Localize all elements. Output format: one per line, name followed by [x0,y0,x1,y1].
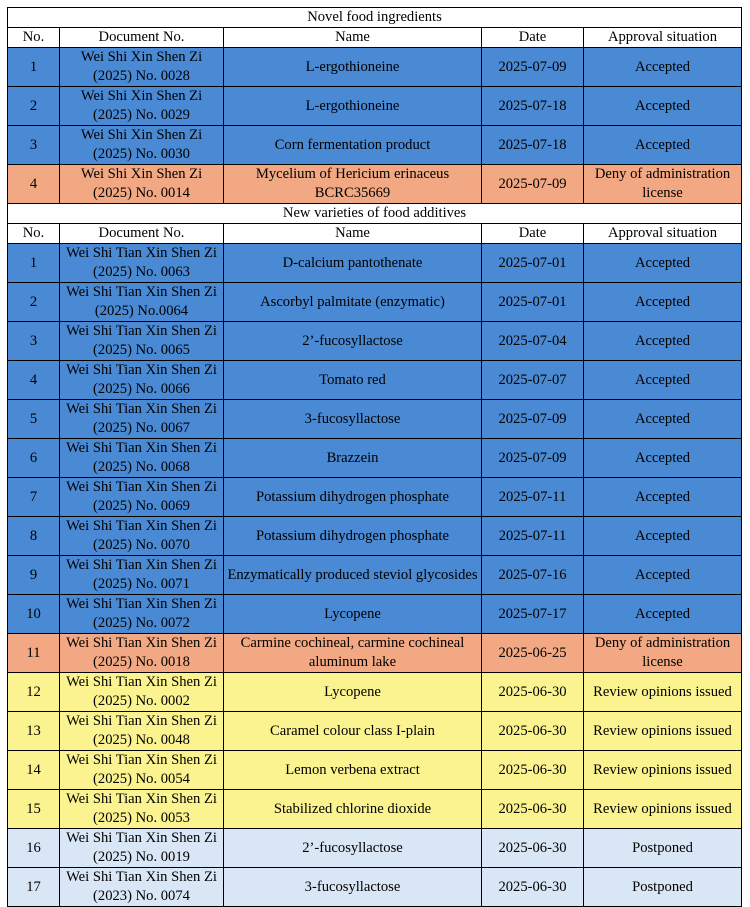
date: 2025-07-07 [482,361,584,400]
date: 2025-07-09 [482,165,584,204]
table-row [8,790,742,829]
item-name: Tomato red [224,361,482,400]
approval-status: Accepted [584,478,742,517]
date: 2025-06-30 [482,790,584,829]
date: 2025-06-25 [482,634,584,673]
column-header: No. [8,28,60,48]
document-number: Wei Shi Tian Xin Shen Zi (2025) No. 0070 [60,517,224,556]
table-row [8,595,742,634]
table-row [8,400,742,439]
header-row [8,28,742,48]
item-name: Lycopene [224,673,482,712]
column-header: Document No. [60,224,224,244]
date: 2025-06-30 [482,868,584,907]
date: 2025-07-09 [482,439,584,478]
row-number: 8 [8,517,60,556]
column-header: Approval situation [584,224,742,244]
row-number: 16 [8,829,60,868]
table-row [8,634,742,673]
document-number: Wei Shi Tian Xin Shen Zi (2025) No. 0072 [60,595,224,634]
item-name: Caramel colour class I-plain [224,712,482,751]
date: 2025-06-30 [482,751,584,790]
table-row [8,361,742,400]
document-number: Wei Shi Xin Shen Zi (2025) No. 0030 [60,126,224,165]
column-header: No. [8,224,60,244]
table-row [8,244,742,283]
date: 2025-07-04 [482,322,584,361]
date: 2025-07-18 [482,87,584,126]
table-row [8,283,742,322]
table-row [8,87,742,126]
row-number: 11 [8,634,60,673]
approval-status: Postponed [584,868,742,907]
section-title-row [8,8,742,28]
document-number: Wei Shi Tian Xin Shen Zi (2025) No. 0048 [60,712,224,751]
table-row [8,829,742,868]
document-number: Wei Shi Tian Xin Shen Zi (2025) No. 0068 [60,439,224,478]
date: 2025-07-17 [482,595,584,634]
date: 2025-07-01 [482,283,584,322]
table-row [8,48,742,87]
row-number: 2 [8,283,60,322]
date: 2025-07-11 [482,517,584,556]
item-name: L-ergothioneine [224,48,482,87]
approval-status: Review opinions issued [584,673,742,712]
date: 2025-06-30 [482,712,584,751]
document-number: Wei Shi Tian Xin Shen Zi (2025) No. 0067 [60,400,224,439]
approval-status: Review opinions issued [584,712,742,751]
date: 2025-06-30 [482,829,584,868]
document-number: Wei Shi Tian Xin Shen Zi (2025) No.0064 [60,283,224,322]
approval-status: Postponed [584,829,742,868]
document-number: Wei Shi Xin Shen Zi (2025) No. 0028 [60,48,224,87]
document-number: Wei Shi Xin Shen Zi (2025) No. 0014 [60,165,224,204]
approval-status: Accepted [584,244,742,283]
item-name: Brazzein [224,439,482,478]
approval-status: Accepted [584,595,742,634]
row-number: 1 [8,244,60,283]
header-row [8,224,742,244]
document-number: Wei Shi Tian Xin Shen Zi (2025) No. 0002 [60,673,224,712]
table-body [8,8,742,907]
date: 2025-07-09 [482,48,584,87]
row-number: 6 [8,439,60,478]
document-number: Wei Shi Tian Xin Shen Zi (2025) No. 0053 [60,790,224,829]
approval-status: Review opinions issued [584,751,742,790]
row-number: 15 [8,790,60,829]
document-number: Wei Shi Tian Xin Shen Zi (2025) No. 0019 [60,829,224,868]
table-row [8,478,742,517]
date: 2025-07-11 [482,478,584,517]
date: 2025-06-30 [482,673,584,712]
approval-status: Accepted [584,439,742,478]
date: 2025-07-18 [482,126,584,165]
document-number: Wei Shi Xin Shen Zi (2025) No. 0029 [60,87,224,126]
column-header: Approval situation [584,28,742,48]
approval-status: Accepted [584,322,742,361]
table-row [8,165,742,204]
document-number: Wei Shi Tian Xin Shen Zi (2025) No. 0018 [60,634,224,673]
date: 2025-07-16 [482,556,584,595]
date: 2025-07-09 [482,400,584,439]
item-name: Potassium dihydrogen phosphate [224,517,482,556]
row-number: 7 [8,478,60,517]
table-row [8,517,742,556]
document-number: Wei Shi Tian Xin Shen Zi (2025) No. 0063 [60,244,224,283]
section-title-row [8,204,742,224]
item-name: Lycopene [224,595,482,634]
item-name: Lemon verbena extract [224,751,482,790]
table-row [8,439,742,478]
row-number: 3 [8,126,60,165]
column-header: Document No. [60,28,224,48]
row-number: 5 [8,400,60,439]
row-number: 4 [8,361,60,400]
item-name: D-calcium pantothenate [224,244,482,283]
document-number: Wei Shi Tian Xin Shen Zi (2025) No. 0054 [60,751,224,790]
item-name: 3-fucosyllactose [224,400,482,439]
table-row [8,673,742,712]
table-row [8,322,742,361]
item-name: 2’-fucosyllactose [224,829,482,868]
approval-status: Accepted [584,126,742,165]
document-number: Wei Shi Tian Xin Shen Zi (2023) No. 0074 [60,868,224,907]
approval-status: Deny of administration license [584,634,742,673]
column-header: Name [224,28,482,48]
table-row [8,751,742,790]
document-number: Wei Shi Tian Xin Shen Zi (2025) No. 0066 [60,361,224,400]
date: 2025-07-01 [482,244,584,283]
item-name: L-ergothioneine [224,87,482,126]
approval-status: Accepted [584,517,742,556]
approval-status: Accepted [584,48,742,87]
item-name: 2’-fucosyllactose [224,322,482,361]
item-name: Mycelium of Hericium erinaceus BCRC35669 [224,165,482,204]
item-name: 3-fucosyllactose [224,868,482,907]
row-number: 1 [8,48,60,87]
item-name: Stabilized chlorine dioxide [224,790,482,829]
approval-status: Deny of administration license [584,165,742,204]
row-number: 9 [8,556,60,595]
document-number: Wei Shi Tian Xin Shen Zi (2025) No. 0071 [60,556,224,595]
row-number: 17 [8,868,60,907]
row-number: 4 [8,165,60,204]
row-number: 2 [8,87,60,126]
document-number: Wei Shi Tian Xin Shen Zi (2025) No. 0069 [60,478,224,517]
approval-status: Accepted [584,400,742,439]
row-number: 12 [8,673,60,712]
document-number: Wei Shi Tian Xin Shen Zi (2025) No. 0065 [60,322,224,361]
approvals-table [7,7,742,907]
item-name: Potassium dihydrogen phosphate [224,478,482,517]
table-row [8,126,742,165]
column-header: Date [482,28,584,48]
row-number: 14 [8,751,60,790]
approval-status: Accepted [584,87,742,126]
row-number: 3 [8,322,60,361]
table-row [8,868,742,907]
approval-status: Accepted [584,283,742,322]
approval-status: Accepted [584,361,742,400]
row-number: 10 [8,595,60,634]
column-header: Name [224,224,482,244]
table-row [8,556,742,595]
item-name: Enzymatically produced steviol glycosides [224,556,482,595]
row-number: 13 [8,712,60,751]
item-name: Corn fermentation product [224,126,482,165]
section-title: Novel food ingredients [8,8,742,28]
item-name: Ascorbyl palmitate (enzymatic) [224,283,482,322]
approval-status: Review opinions issued [584,790,742,829]
item-name: Carmine cochineal, carmine cochineal aluminum lake [224,634,482,673]
approval-status: Accepted [584,556,742,595]
section-title: New varieties of food additives [8,204,742,224]
column-header: Date [482,224,584,244]
table-row [8,712,742,751]
